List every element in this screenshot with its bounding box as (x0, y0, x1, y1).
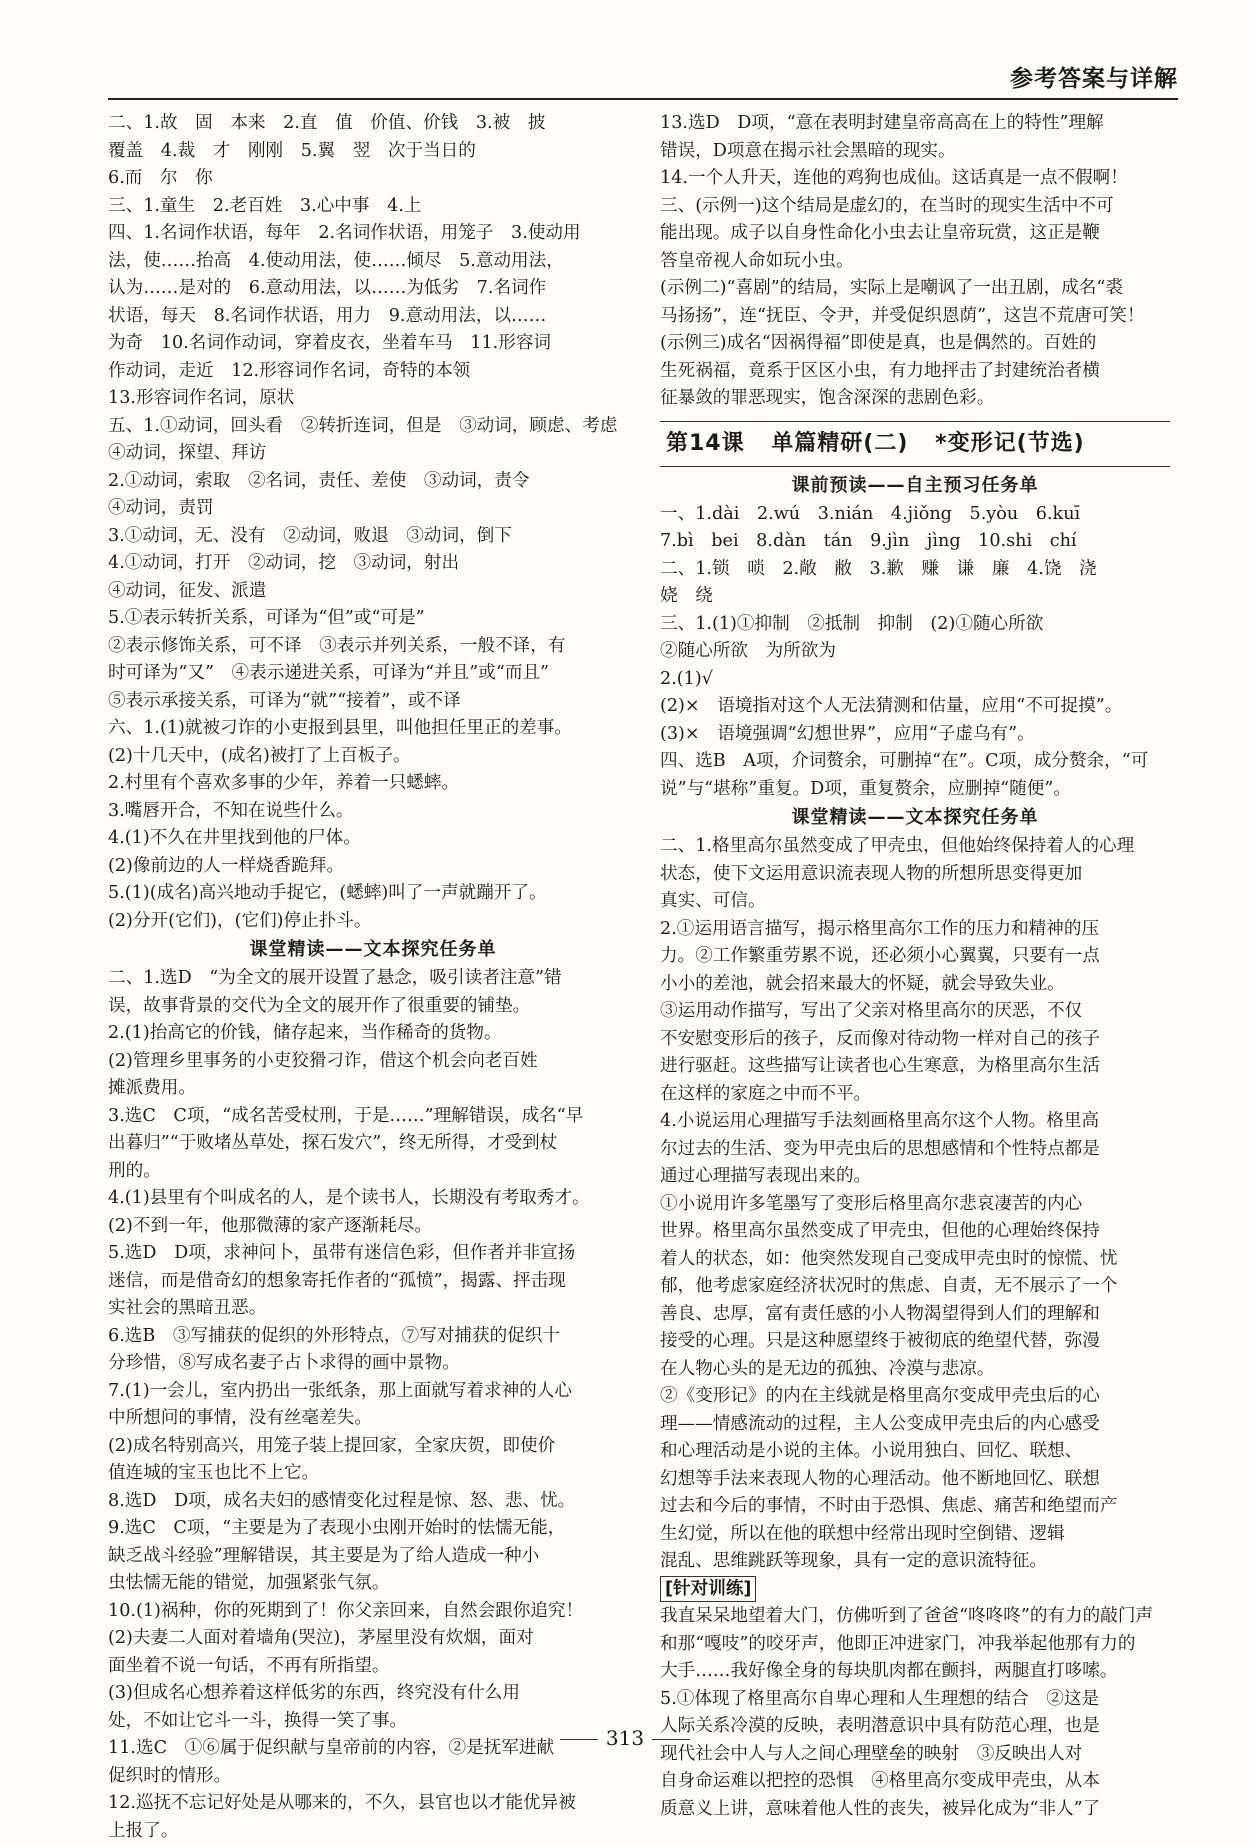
text-line: 混乱、思维跳跃等现象，具有一定的意识流特征。 (660, 1548, 1170, 1576)
text-line: 法，使……抬高 4.使动用法，使……倾尽 5.意动用法， (108, 248, 638, 276)
text-line: 二、1.格里高尔虽然变成了甲壳虫，但他始终保持着人的心理 (660, 833, 1170, 861)
text-line: 2.①动词，索取 ②名词，责任、差使 ③动词，责令 (108, 468, 638, 496)
text-line: 认为……是对的 6.意动用法，以……为低劣 7.名词作 (108, 275, 638, 303)
text-line: (2)分开(它们)，(它们)停止扑斗。 (108, 908, 638, 936)
text-line: 马扬扬”，连“抚臣、令尹，并受促织恩荫”，这岂不荒唐可笑！ (660, 303, 1170, 331)
text-line: 7.(1)一会儿，室内扔出一张纸条，那上面就写着求神的人心 (108, 1378, 638, 1406)
text-line: 四、1.名词作状语，每年 2.名词作状语，用笼子 3.使动用 (108, 220, 638, 248)
lesson-number: 第14课 (666, 431, 745, 456)
text-line: 在这样的家庭之中而不平。 (660, 1081, 1170, 1109)
text-line: 三、1.(1)①抑制 ②抵制 抑制 (2)①随心所欲 (660, 611, 1170, 639)
right-answers-bottom (660, 833, 1170, 1576)
text-line: (示例二)“喜剧”的结局，实际上是嘲讽了一出丑剧，成名“裘 (660, 275, 1170, 303)
text-line: 五、1.①动词，回头看 ②转折连词，但是 ③动词，顾虑、考虑 (108, 413, 638, 441)
text-line: 2.(1)√ (660, 666, 1170, 694)
lesson-heading (660, 421, 1170, 467)
text-line: 上报了。 (108, 1818, 638, 1845)
text-line: 4.(1)不久在井里找到他的尸体。 (108, 825, 638, 853)
text-line: (2)管理乡里事务的小吏狡猾刁诈，借这个机会向老百姓 (108, 1048, 638, 1076)
text-line: 4.①动词，打开 ②动词，挖 ③动词，射出 (108, 550, 638, 578)
text-line: (2)不到一年，他那微薄的家产逐渐耗尽。 (108, 1213, 638, 1241)
text-line: 能出现。成子以自身性命化小虫去让皇帝玩赏，这正是鞭 (660, 220, 1170, 248)
text-line: 13.形容词作名词，原状 (108, 385, 638, 413)
text-line: 11.选C ①⑥属于促织献与皇帝前的内容，②是抚军进献 (108, 1735, 638, 1763)
text-line: 值连城的宝玉也比不上它。 (108, 1460, 638, 1488)
text-line: 娆 绕 (660, 583, 1170, 611)
text-line: 尔过去的生活、变为甲壳虫后的思想感情和个性特点都是 (660, 1136, 1170, 1164)
text-line: 大手……我好像全身的每块肌肉都在颤抖，两腿直打哆嗦。 (660, 1658, 1170, 1686)
text-line: 5.选D D项，求神问卜，虽带有迷信色彩，但作者并非宣扬 (108, 1240, 638, 1268)
lesson-type: 单篇精研(二) (771, 431, 908, 456)
text-line: 幻想等手法来表现人物的心理活动。他不断地回忆、联想 (660, 1466, 1170, 1494)
text-line: 10.(1)祸种，你的死期到了！你父亲回来，自然会跟你追究！ (108, 1598, 638, 1626)
text-line: 小小的差池，就会招来最大的怀疑，就会导致失业。 (660, 971, 1170, 999)
right-training-lines (660, 1603, 1170, 1823)
text-line: ④动词，探望、拜访 (108, 440, 638, 468)
text-line: 5.①体现了格里高尔自卑心理和人生理想的结合 ②这是 (660, 1686, 1170, 1714)
text-line: (3)但成名心想养着这样低劣的东西，终究没有什么用 (108, 1680, 638, 1708)
text-line: ⑤表示承接关系，可译为“就”“接着”，或不译 (108, 688, 638, 716)
text-line: 郁，他考虑家庭经济状况时的焦虑、自责，无不展示了一个 (660, 1273, 1170, 1301)
text-line: 三、1.童生 2.老百姓 3.心中事 4.上 (108, 193, 638, 221)
text-line: 覆盖 4.裁 才 刚刚 5.翼 翌 次于当日的 (108, 138, 638, 166)
text-line: 刑的。 (108, 1158, 638, 1186)
text-line: 状语，每天 8.名词作状语，用力 9.意动用法，以…… (108, 303, 638, 331)
text-line: 误，故事背景的交代为全文的展开作了很重要的铺垫。 (108, 993, 638, 1021)
text-line: 中所想问的事情，没有丝毫差失。 (108, 1405, 638, 1433)
text-line: 8.选D D项，成名夫妇的感情变化过程是惊、怒、悲、忧。 (108, 1488, 638, 1516)
header-title: 参考答案与详解 (1010, 60, 1178, 93)
text-line: (2)成名特别高兴，用笼子装上提回家，全家庆贺，即使价 (108, 1433, 638, 1461)
text-line: 二、1.选D “为全文的展开设置了悬念，吸引读者注意”错 (108, 965, 638, 993)
text-line: 促织时的情形。 (108, 1763, 638, 1791)
text-line: 接受的心理。只是这种愿望终于被彻底的绝望代替，弥漫 (660, 1328, 1170, 1356)
text-line: 2.①运用语言描写，揭示格里高尔工作的压力和精神的压 (660, 916, 1170, 944)
text-line: 一、1.dài 2.wú 3.nián 4.jiǒng 5.yòu 6.kuī (660, 501, 1170, 529)
text-line: 处，不如让它斗一斗，换得一笑了事。 (108, 1708, 638, 1736)
page-header (108, 56, 1178, 100)
text-line: 在人物心头的是无边的孤独、冷漠与悲凉。 (660, 1356, 1170, 1384)
text-line: 四、选B A项，介词赘余，可删掉“在”。C项，成分赘余，“可 (660, 748, 1170, 776)
text-line: 和那“嘎吱”的咬牙声，他即正冲进家门，冲我举起他那有力的 (660, 1631, 1170, 1659)
text-line: 善良、忠厚，富有责任感的小人物渴望得到人们的理解和 (660, 1301, 1170, 1329)
text-line: 出暮归”“于败堵丛草处，探石发穴”，终无所得，才受到杖 (108, 1130, 638, 1158)
right-column (660, 110, 1170, 1823)
text-line: 4.(1)县里有个叫成名的人，是个读书人，长期没有考取秀才。 (108, 1185, 638, 1213)
text-line: (示例三)成名“因祸得福”即使是真，也是偶然的。百姓的 (660, 330, 1170, 358)
left-answers-top (108, 110, 638, 935)
text-line: 现代社会中人与人之间心理壁垒的映射 ③反映出人对 (660, 1741, 1170, 1769)
text-line: 作动词，走近 12.形容词作名词，奇特的本领 (108, 358, 638, 386)
text-line: 过去和今后的事情，不时由于恐惧、焦虑、痛苦和绝望而产 (660, 1493, 1170, 1521)
text-line: 六、1.(1)就被刁诈的小吏报到县里，叫他担任里正的差事。 (108, 715, 638, 743)
text-line: 生死祸福，竟系于区区小虫，有力地抨击了封建统治者横 (660, 358, 1170, 386)
text-line: ②表示修饰关系，可不译 ③表示并列关系，一般不译，有 (108, 633, 638, 661)
text-line: 状态，使下文运用意识流表现人物的所想所思变得更加 (660, 861, 1170, 889)
text-line: (2)夫妻二人面对着墙角(哭泣)，茅屋里没有炊烟，面对 (108, 1625, 638, 1653)
text-line: 3.嘴唇开合，不知在说些什么。 (108, 798, 638, 826)
text-line: (2)像前边的人一样烧香跪拜。 (108, 853, 638, 881)
right-section-heading-1: 课前预读——自主预习任务单 (660, 471, 1170, 501)
text-line: 进行驱赶。这些描写让读者也心生寒意，为格里高尔生活 (660, 1053, 1170, 1081)
text-line: 3.①动词，无、没有 ②动词，败退 ③动词，倒下 (108, 523, 638, 551)
text-line: 时可译为“又” ④表示递进关系，可译为“并且”或“而且” (108, 660, 638, 688)
text-line: 12.巡抚不忘记好处是从哪来的，不久，县官也以才能优异被 (108, 1790, 638, 1818)
training-label: [针对训练] (660, 1576, 756, 1602)
text-line: 通过心理描写表现出来的。 (660, 1163, 1170, 1191)
text-line: 理——情感流动的过程，主人公变成甲壳虫后的内心感受 (660, 1411, 1170, 1439)
text-line: ②《变形记》的内在主线就是格里高尔变成甲壳虫后的心 (660, 1383, 1170, 1411)
text-line: 6.而 尔 你 (108, 165, 638, 193)
text-line: 缺乏战斗经验”理解错误，其主要是为了给人造成一种小 (108, 1543, 638, 1571)
text-line: 面坐着不说一句话，不再有所指望。 (108, 1653, 638, 1681)
text-line: 质意义上讲，意味着他人性的丧失，被异化成为“非人”了 (660, 1796, 1170, 1824)
text-line: 2.(1)抬高它的价钱，储存起来，当作稀奇的货物。 (108, 1020, 638, 1048)
text-line: 14.一个人升天，连他的鸡狗也成仙。这话真是一点不假啊！ (660, 165, 1170, 193)
text-line: 错误，D项意在揭示社会黑暗的现实。 (660, 138, 1170, 166)
page-number: 313 (0, 1726, 1250, 1750)
text-line: 我直呆呆地望着大门，仿佛听到了爸爸“咚咚咚”的有力的敲门声 (660, 1603, 1170, 1631)
text-line: 力。②工作繁重劳累不说，还必须小心翼翼，只要有一点 (660, 943, 1170, 971)
text-line: 13.选D D项，“意在表明封建皇帝高高在上的特性”理解 (660, 110, 1170, 138)
text-line: 人际关系冷漠的反映，表明潜意识中具有防范心理，也是 (660, 1713, 1170, 1741)
text-line: 说”与“堪称”重复。D项，重复赘余，应删掉“随便”。 (660, 776, 1170, 804)
text-line: ④动词，责罚 (108, 495, 638, 523)
right-section-heading-2: 课堂精读——文本探究任务单 (660, 803, 1170, 833)
text-line: 不安慰变形后的孩子，反而像对待动物一样对自己的孩子 (660, 1026, 1170, 1054)
text-line: 6.选B ③写捕获的促织的外形特点，⑦写对捕获的促织十 (108, 1323, 638, 1351)
text-line: (2)十几天中，(成名)被打了上百板子。 (108, 743, 638, 771)
text-line: ③运用动作描写，写出了父亲对格里高尔的厌恶，不仅 (660, 998, 1170, 1026)
text-line: ④动词，征发、派遣 (108, 578, 638, 606)
text-line: (2)× 语境指对这个人无法猜测和估量，应用“不可捉摸”。 (660, 693, 1170, 721)
right-answers-top (660, 110, 1170, 413)
text-line: 生幻觉，所以在他的联想中经常出现时空倒错、逻辑 (660, 1521, 1170, 1549)
text-line: 9.选C C项，“主要是为了表现小虫刚开始时的怯懦无能， (108, 1515, 638, 1543)
text-line: 5.①表示转折关系，可译为“但”或“可是” (108, 605, 638, 633)
text-line: 2.村里有个喜欢多事的少年，养着一只蟋蟀。 (108, 770, 638, 798)
text-line: 着人的状态，如：他突然发现自己变成甲壳虫时的惊慌、忧 (660, 1246, 1170, 1274)
text-line: 7.bì bei 8.dàn tán 9.jìn jìng 10.shi chí (660, 528, 1170, 556)
text-line: 为奇 10.名词作动词，穿着皮衣，坐着车马 11.形容词 (108, 330, 638, 358)
left-answers-bottom (108, 965, 638, 1845)
text-line: 摊派费用。 (108, 1075, 638, 1103)
text-line: 真实、可信。 (660, 888, 1170, 916)
text-line: ②随心所欲 为所欲为 (660, 638, 1170, 666)
text-line: 二、1.锁 唢 2.敞 敝 3.歉 赚 谦 廉 4.饶 浇 (660, 556, 1170, 584)
text-line: 三、(示例一)这个结局是虚幻的，在当时的现实生活中不可 (660, 193, 1170, 221)
text-line: 虫怯懦无能的错觉，加强紧张气氛。 (108, 1570, 638, 1598)
text-line: 和心理活动是小说的主体。小说用独白、回忆、联想、 (660, 1438, 1170, 1466)
text-line: 答皇帝视人命如玩小虫。 (660, 248, 1170, 276)
text-line: 5.(1)(成名)高兴地动手捉它，(蟋蟀)叫了一声就蹦开了。 (108, 880, 638, 908)
text-line: 3.选C C项，“成名苦受杖刑，于是……”理解错误，成名“早 (108, 1103, 638, 1131)
text-line: 实社会的黑暗丑恶。 (108, 1295, 638, 1323)
right-answers-mid (660, 501, 1170, 804)
left-column (108, 110, 638, 1845)
text-line: 4.小说运用心理描写手法刻画格里高尔这个人物。格里高 (660, 1108, 1170, 1136)
left-section-heading: 课堂精读——文本探究任务单 (108, 935, 638, 965)
text-line: 自身命运难以把控的恐惧 ④格里高尔变成甲壳虫，从本 (660, 1768, 1170, 1796)
text-line: (3)× 语境强调“幻想世界”，应用“子虚乌有”。 (660, 721, 1170, 749)
text-line: 迷信，而是借奇幻的想象寄托作者的“孤愤”，揭露、抨击现 (108, 1268, 638, 1296)
text-line: 征暴敛的罪恶现实，饱含深深的悲剧色彩。 (660, 385, 1170, 413)
text-line: ①小说用许多笔墨写了变形后格里高尔悲哀凄苦的内心 (660, 1191, 1170, 1219)
text-line: 分珍惜，⑧写成名妻子占卜求得的画中景物。 (108, 1350, 638, 1378)
lesson-title: *变形记(节选) (935, 431, 1085, 456)
text-line: 二、1.故 固 本来 2.直 值 价值、价钱 3.被 披 (108, 110, 638, 138)
text-line: 世界。格里高尔虽然变成了甲壳虫，但他的心理始终保持 (660, 1218, 1170, 1246)
